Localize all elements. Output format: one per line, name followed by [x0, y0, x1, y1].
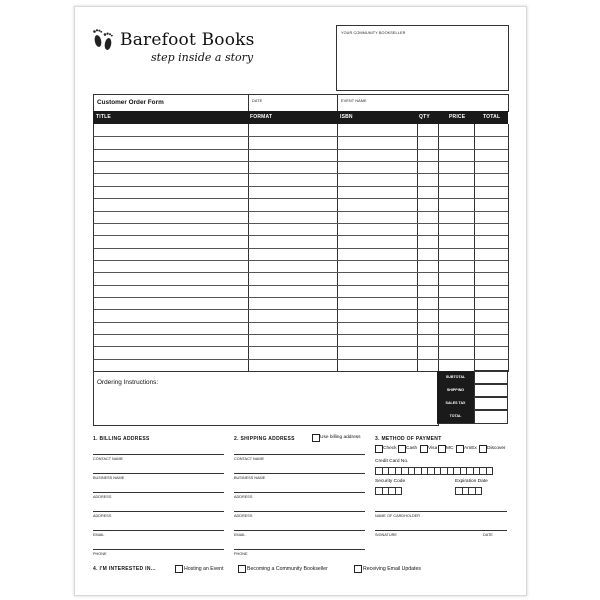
table-row[interactable]	[94, 359, 508, 360]
shipping-phone-field[interactable]	[234, 549, 365, 550]
bookseller-box[interactable]	[336, 25, 509, 91]
field-label: PHONE	[93, 552, 107, 556]
sales-tax-label: SALES TAX	[437, 397, 474, 410]
column-header: TOTAL	[483, 114, 501, 120]
shipping-contact-name-field[interactable]	[234, 454, 365, 455]
table-row[interactable]	[94, 161, 508, 162]
table-row[interactable]	[94, 149, 508, 150]
table-row[interactable]	[94, 198, 508, 199]
field-label: PHONE	[234, 552, 248, 556]
form-title: Customer Order Form	[97, 99, 164, 106]
payment-method-label: AmEx	[464, 446, 477, 451]
event-name-field[interactable]	[337, 95, 508, 112]
security-code-label: Security Code	[375, 479, 406, 484]
credit-card-number-field[interactable]	[375, 467, 492, 475]
table-row[interactable]	[94, 235, 508, 236]
total-label: TOTAL	[437, 410, 474, 423]
table-row[interactable]	[94, 173, 508, 174]
billing-contact-name-field[interactable]	[93, 454, 224, 455]
table-row[interactable]	[94, 334, 508, 335]
payment-method-label: Check	[383, 446, 397, 451]
totals-block	[437, 371, 507, 424]
shipping-heading: 2. SHIPPING ADDRESS	[234, 436, 295, 442]
barefoot-logo-icon	[90, 26, 116, 52]
shipping-address-field[interactable]	[234, 492, 365, 493]
billing-heading: 1. BILLING ADDRESS	[93, 436, 150, 442]
hosting-event-checkbox[interactable]	[175, 565, 183, 573]
field-label: CONTACT NAME	[93, 457, 124, 461]
mc-payment-checkbox[interactable]	[438, 445, 446, 453]
shipping-label: SHIPPING	[437, 384, 474, 397]
field-label: ADDRESS	[234, 495, 253, 499]
field-label: CONTACT NAME	[234, 457, 265, 461]
billing-address-field[interactable]	[93, 492, 224, 493]
interest-option-label: Becoming a Community Bookseller	[247, 566, 328, 572]
expiration-date-field[interactable]	[455, 487, 481, 495]
subtotal-label: SUBTOTAL	[437, 371, 474, 384]
field-label: BUSINESS NAME	[234, 476, 266, 480]
field-label: EMAIL	[234, 533, 246, 537]
date-field[interactable]	[248, 95, 337, 112]
billing-business-name-field[interactable]	[93, 473, 224, 474]
visa-payment-checkbox[interactable]	[420, 445, 428, 453]
billing-email-field[interactable]	[93, 530, 224, 531]
shipping-business-name-field[interactable]	[234, 473, 365, 474]
field-label: ADDRESS	[93, 514, 112, 518]
table-row[interactable]	[94, 260, 508, 261]
table-row[interactable]	[94, 309, 508, 310]
brand-tagline: step inside a story	[151, 51, 254, 64]
payment-method-label: Visa	[428, 446, 438, 451]
bookseller-label: YOUR COMMUNITY BOOKSELLER	[341, 31, 406, 35]
cardholder-label: NAME OF CARDHOLDER	[375, 514, 420, 518]
use-billing-address-checkbox[interactable]	[312, 434, 320, 442]
table-row[interactable]	[94, 285, 508, 286]
security-code-field[interactable]	[375, 487, 401, 495]
billing-address-2-field[interactable]	[93, 511, 224, 512]
field-label: EMAIL	[93, 533, 105, 537]
table-row[interactable]	[94, 297, 508, 298]
date-label: DATE	[252, 99, 263, 103]
order-column-headers	[93, 111, 508, 124]
column-header: TITLE	[96, 114, 111, 120]
table-row[interactable]	[94, 223, 508, 224]
digit-box[interactable]	[475, 487, 483, 495]
interest-heading: 4. I'M INTERESTED IN...	[93, 566, 156, 572]
table-row[interactable]	[94, 136, 508, 137]
column-header: ISBN	[340, 114, 353, 120]
digit-box[interactable]	[395, 487, 403, 495]
signature-label: SIGNATURE	[375, 533, 397, 537]
table-row[interactable]	[94, 186, 508, 187]
amex-payment-checkbox[interactable]	[456, 445, 464, 453]
signature-date-label: DATE	[483, 533, 493, 537]
credit-card-label: Credit Card No.	[375, 459, 409, 464]
table-row[interactable]	[94, 272, 508, 273]
interest-option-label: Hosting an Event	[184, 566, 224, 572]
field-label: BUSINESS NAME	[93, 476, 125, 480]
order-header	[93, 94, 509, 112]
table-row[interactable]	[94, 322, 508, 323]
totals-row[interactable]	[437, 410, 507, 424]
table-row[interactable]	[94, 346, 508, 347]
signature-field[interactable]	[375, 530, 507, 531]
expiration-date-label: Expiration Date	[455, 479, 488, 484]
ordering-instructions-label: Ordering Instructions:	[97, 379, 159, 386]
billing-phone-field[interactable]	[93, 549, 224, 550]
column-header: FORMAT	[250, 114, 273, 120]
shipping-email-field[interactable]	[234, 530, 365, 531]
field-label: ADDRESS	[234, 514, 253, 518]
table-row[interactable]	[94, 211, 508, 212]
payment-method-label: MC	[446, 446, 454, 451]
column-header: PRICE	[449, 114, 466, 120]
order-table[interactable]	[93, 124, 509, 372]
field-label: ADDRESS	[93, 495, 112, 499]
column-header: QTY	[419, 114, 430, 120]
payment-heading: 3. METHOD OF PAYMENT	[375, 436, 442, 442]
community-bookseller-checkbox[interactable]	[238, 565, 246, 573]
check-payment-checkbox[interactable]	[375, 445, 383, 453]
brand-name: Barefoot Books	[120, 30, 255, 50]
cardholder-name-field[interactable]	[375, 511, 507, 512]
table-row[interactable]	[94, 248, 508, 249]
shipping-address-2-field[interactable]	[234, 511, 365, 512]
email-updates-checkbox[interactable]	[354, 565, 362, 573]
ordering-instructions-box[interactable]	[93, 371, 439, 426]
discover-payment-checkbox[interactable]	[479, 445, 487, 453]
use-billing-address-label: Use billing address	[320, 435, 361, 440]
interest-option-label: Receiving Email Updates	[363, 566, 421, 572]
payment-method-label: Cash	[406, 446, 418, 451]
event-name-label: EVENT NAME	[341, 99, 367, 103]
cash-payment-checkbox[interactable]	[398, 445, 406, 453]
total-field[interactable]	[474, 409, 508, 424]
payment-method-label: Discover	[487, 446, 506, 451]
digit-box[interactable]	[486, 467, 494, 475]
